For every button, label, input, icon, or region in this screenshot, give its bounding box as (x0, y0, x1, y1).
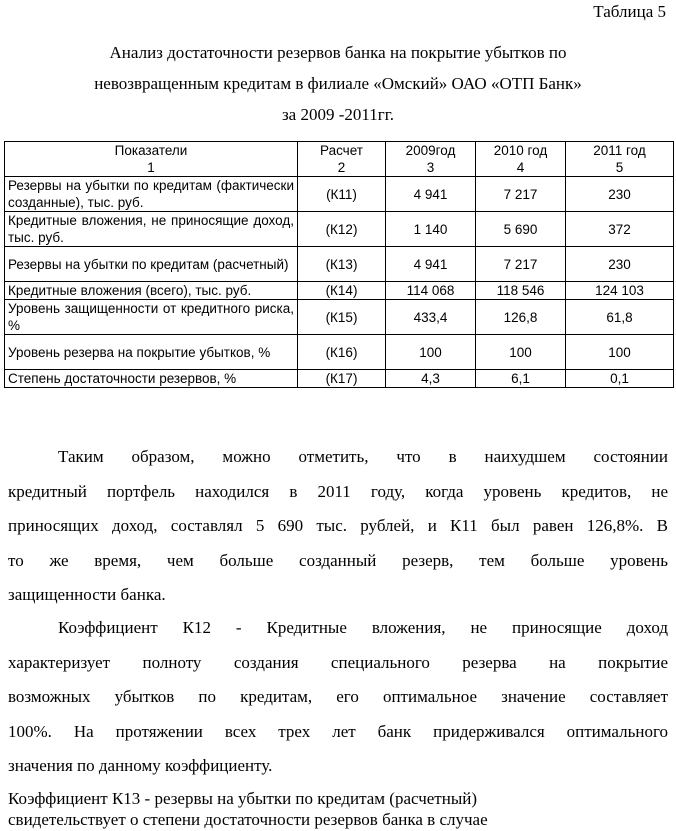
paragraph-line: 100%. На протяжении всех трех лет банк придерживался оптимального (8, 721, 668, 741)
row-2010: 5 690 (476, 212, 566, 247)
row-2009: 1 140 (386, 212, 476, 247)
paragraph-line: свидетельствует о степени достаточности резервов банка в случае (8, 810, 488, 829)
row-calc: (К11) (298, 177, 386, 212)
row-indicator: Кредитные вложения (всего), тыс. руб. (5, 282, 298, 300)
row-2011: 230 (566, 247, 674, 282)
table-row (5, 177, 674, 212)
header-2011: 2011 год 5 (566, 142, 674, 177)
row-2011: 230 (566, 177, 674, 212)
row-indicator: Уровень резерва на покрытие убытков, % (5, 335, 298, 370)
row-calc: (К16) (298, 335, 386, 370)
row-2010: 7 217 (476, 247, 566, 282)
row-2011: 124 103 (566, 282, 674, 300)
table-header-row (5, 142, 674, 177)
paragraph-line: Таким образом, можно отметить, что в наихудшем состоянии (58, 447, 668, 466)
table-number-label: Таблица 5 (593, 2, 666, 21)
row-2011: 100 (566, 335, 674, 370)
row-calc: (К17) (298, 370, 386, 388)
paragraph-line: кредитный портфель находился в 2011 году, когда уровень кредитов, не (8, 481, 668, 501)
row-2009: 4 941 (386, 177, 476, 212)
paragraph-conclusion (8, 440, 668, 613)
row-calc: (К15) (298, 300, 386, 335)
paragraph-k13 (8, 788, 668, 830)
paragraph-line: приносящих доход, составлял 5 690 тыс. рублей, и К11 был равен 126,8%. В (8, 516, 668, 535)
row-indicator: Степень достаточности резервов, % (5, 370, 298, 388)
row-2010: 7 217 (476, 177, 566, 212)
paragraph-k12 (8, 611, 668, 784)
row-calc: (К14) (298, 282, 386, 300)
row-2011: 61,8 (566, 300, 674, 335)
row-calc: (К13) (298, 247, 386, 282)
row-indicator: Резервы на убытки по кредитам (фактически созданные), тыс. руб. (5, 177, 298, 212)
row-2010: 6,1 (476, 370, 566, 388)
paragraph-line: возможных убытков по кредитам, его оптимальное значение составляет (8, 687, 668, 706)
row-2010: 100 (476, 335, 566, 370)
title-line: за 2009 -2011гг. (281, 105, 395, 124)
row-2010: 126,8 (476, 300, 566, 335)
table-row (5, 370, 674, 388)
header-calc: Расчет 2 (298, 142, 386, 177)
row-2009: 4,3 (386, 370, 476, 388)
title-line: невозвращенным кредитам в филиале «Омский» ОАО «ОТП Банк» (94, 74, 582, 93)
header-indicator: Показатели 1 (5, 142, 298, 177)
table-row (5, 300, 674, 335)
table-title (0, 37, 676, 130)
paragraph-line: характеризует полноту создания специального резерва на покрытие (8, 652, 668, 672)
table-row (5, 247, 674, 282)
reserves-table (4, 141, 674, 388)
paragraph-line: Коэффициент К12 - Кредитные вложения, не приносящие доход (58, 618, 668, 637)
paragraph-line: Коэффициент К13 - резервы на убытки по кредитам (расчетный) (8, 789, 478, 808)
table-row (5, 282, 674, 300)
table-row (5, 212, 674, 247)
table-row (5, 335, 674, 370)
row-indicator: Уровень защищенности от кредитного риска, % (5, 300, 298, 335)
row-2009: 114 068 (386, 282, 476, 300)
row-2009: 433,4 (386, 300, 476, 335)
row-calc: (К12) (298, 212, 386, 247)
title-line: Анализ достаточности резервов банка на покрытие убытков по (109, 43, 567, 62)
row-2009: 4 941 (386, 247, 476, 282)
paragraph-line: то же время, чем больше созданный резерв, тем больше уровень (8, 550, 668, 570)
paragraph-line: значения по данному коэффициенту. (8, 756, 273, 775)
paragraph-line: защищенности банка. (8, 585, 166, 604)
header-2010: 2010 год 4 (476, 142, 566, 177)
row-2011: 372 (566, 212, 674, 247)
row-2011: 0,1 (566, 370, 674, 388)
header-2009: 2009год 3 (386, 142, 476, 177)
row-indicator: Резервы на убытки по кредитам (расчетный) (5, 247, 298, 282)
row-2009: 100 (386, 335, 476, 370)
row-indicator: Кредитные вложения, не приносящие доход, тыс. руб. (5, 212, 298, 247)
row-2010: 118 546 (476, 282, 566, 300)
